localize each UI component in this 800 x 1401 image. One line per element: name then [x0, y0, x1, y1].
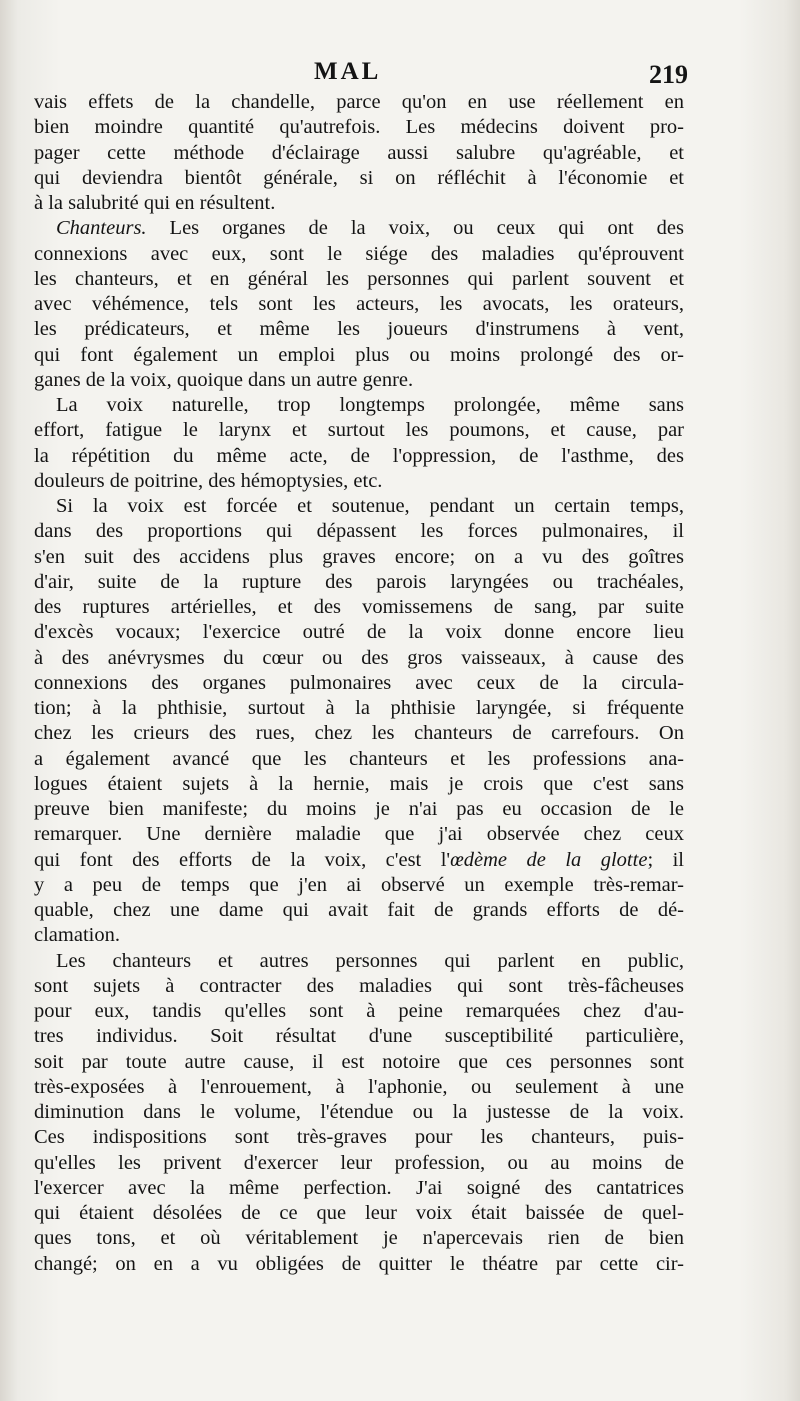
running-head: MAL: [314, 58, 382, 85]
text-line: diminution dans le volume, l'étendue ou la justesse de la voix.: [34, 1101, 684, 1123]
text-line: qu'elles les privent d'exercer leur profession, ou au moins de: [34, 1151, 684, 1174]
text-line: dans des proportions qui dépassent les forces pulmonaires, il: [34, 520, 684, 543]
text-line: à des anévrysmes du cœur ou des gros vaisseaux, à cause des: [34, 646, 684, 669]
text-line: Ces indispositions sont très-graves pour les chanteurs, puis-: [34, 1126, 684, 1149]
text-line: les prédicateurs, et même les joueurs d'instrumens à vent,: [34, 318, 684, 341]
text-line: bien moindre quantité qu'autrefois. Les médecins doivent pro-: [34, 116, 684, 139]
text-line: remarquer. Une dernière maladie que j'ai observée chez ceux: [34, 823, 684, 846]
text-line: tres individus. Soit résultat d'une susceptibilité particulière,: [34, 1025, 684, 1048]
text-line: tion; à la phthisie, surtout à la phthisie laryngée, si fréquente: [34, 697, 684, 719]
text-line: qui font également un emploi plus ou moins prolongé des or-: [34, 343, 684, 366]
italic-term: œdème de la glotte: [450, 848, 648, 871]
text-line: l'exercer avec la même perfection. J'ai soigné des cantatrices: [34, 1176, 684, 1199]
text-line: avec véhémence, tels sont les acteurs, les avocats, les orateurs,: [34, 293, 684, 315]
text-line: connexions avec eux, sont le siége des maladies qu'éprouvent: [34, 242, 684, 265]
text-line: [34, 216, 684, 241]
text-line: logues étaient sujets à la hernie, mais je crois que c'est sans: [34, 772, 684, 795]
text-span: qui font des efforts de la voix, c'est l': [34, 848, 451, 871]
text-line: pour eux, tandis qu'elles sont à peine remarquées chez d'au-: [34, 1000, 684, 1022]
text-line: pager cette méthode d'éclairage aussi salubre qu'agréable, et: [34, 141, 684, 164]
text-line: soit par toute autre cause, il est notoire que ces personnes sont: [34, 1050, 684, 1073]
text-line: quable, chez une dame qui avait fait de grands efforts de dé-: [34, 899, 684, 921]
text-line: [34, 848, 684, 873]
text-line: La voix naturelle, trop longtemps prolongée, même sans: [56, 394, 684, 416]
text-line: ques tons, et où véritablement je n'apercevais rien de bien: [34, 1227, 684, 1250]
text-line: preuve bien manifeste; du moins je n'ai pas eu occasion de le: [34, 798, 684, 820]
text-line: Les chanteurs et autres personnes qui parlent en public,: [56, 949, 684, 972]
text-line: qui étaient désolées de ce que leur voix était baissée de quel-: [34, 1202, 684, 1224]
text-line: les chanteurs, et en général les personnes qui parlent souvent et: [34, 267, 684, 290]
text-line: y a peu de temps que j'en ai observé un exemple très-remar-: [34, 873, 684, 896]
text-line: ganes de la voix, quoique dans un autre genre.: [34, 368, 414, 391]
text-line: chez les crieurs des rues, chez les chanteurs de carrefours. On: [34, 722, 684, 745]
body-text: [34, 90, 684, 1277]
text-line: s'en suit des accidens plus graves encore; on a vu des goîtres: [34, 545, 684, 568]
text-line: changé; on en a vu obligées de quitter le théatre par cette cir-: [34, 1252, 684, 1275]
section-heading: Chanteurs.: [56, 217, 147, 240]
page-header: [34, 58, 688, 92]
page-number: 219: [649, 60, 688, 89]
text-line: effort, fatigue le larynx et surtout les poumons, et cause, par: [34, 419, 684, 442]
text-line: clamation.: [34, 924, 120, 947]
text-line: d'air, suite de la rupture des parois laryngées ou trachéales,: [34, 570, 684, 593]
text-line: qui deviendra bientôt générale, si on réfléchit à l'économie et: [34, 166, 684, 189]
text-span: ; il: [647, 848, 684, 871]
text-line: à la salubrité qui en résultent.: [34, 192, 276, 214]
text-line: la répétition du même acte, de l'oppression, de l'asthme, des: [34, 444, 684, 467]
text-line: connexions des organes pulmonaires avec ceux de la circula-: [34, 671, 684, 694]
text-line: a également avancé que les chanteurs et les professions ana-: [34, 747, 684, 770]
text-line: Si la voix est forcée et soutenue, pendant un certain temps,: [56, 495, 684, 517]
text-span: Les organes de la voix, ou ceux qui ont des: [169, 217, 684, 240]
text-line: d'excès vocaux; l'exercice outré de la voix donne encore lieu: [34, 621, 684, 644]
text-line: vais effets de la chandelle, parce qu'on en use réellement en: [34, 91, 684, 113]
text-line: douleurs de poitrine, des hémoptysies, etc.: [34, 469, 383, 492]
text-line: des ruptures artérielles, et des vomissemens de sang, par suite: [34, 596, 684, 618]
text-line: sont sujets à contracter des maladies qui sont très-fâcheuses: [34, 974, 684, 997]
text-line: très-exposées à l'enrouement, à l'aphonie, ou seulement à une: [34, 1075, 684, 1098]
